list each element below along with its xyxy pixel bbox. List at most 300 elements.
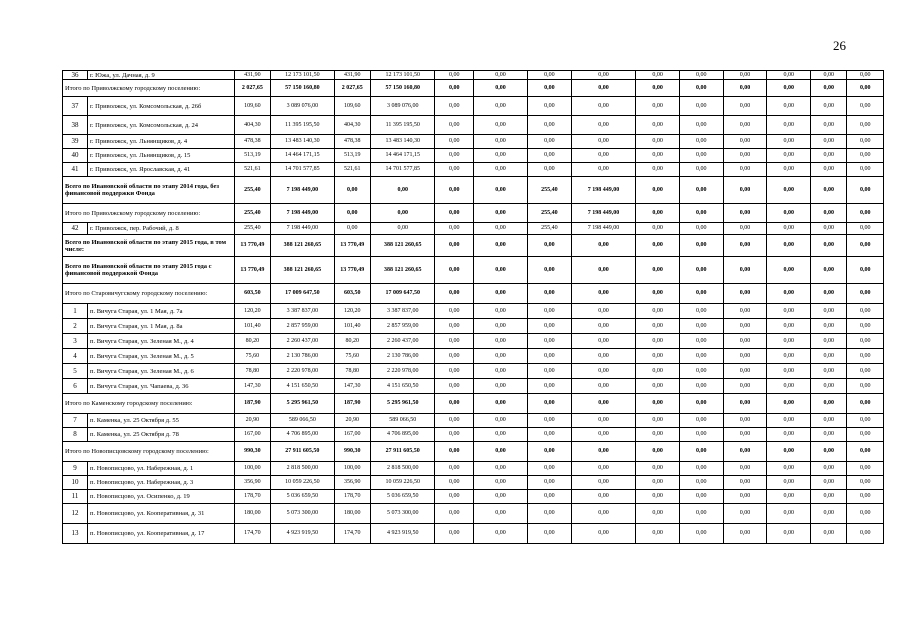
- address-cell: п. Новописцово, ул. Набережная, д. 1: [87, 462, 234, 476]
- value-cell: 0,00: [767, 135, 811, 149]
- value-cell: 0,00: [847, 462, 884, 476]
- value-cell: 120,20: [334, 304, 370, 319]
- value-cell: 0,00: [811, 177, 847, 204]
- row-number: 8: [63, 428, 88, 442]
- resettlement-table: [62, 70, 884, 544]
- value-cell: 2 818 500,00: [271, 462, 334, 476]
- value-cell: 0,00: [679, 177, 723, 204]
- value-cell: 2 260 437,00: [370, 334, 435, 349]
- value-cell: 0,00: [636, 80, 680, 97]
- value-cell: 57 150 160,80: [271, 80, 334, 97]
- value-cell: 0,00: [811, 135, 847, 149]
- address-cell: г. Южа, ул. Дачная, д. 9: [87, 71, 234, 80]
- value-cell: 174,70: [334, 524, 370, 544]
- value-cell: 356,90: [334, 476, 370, 490]
- address-cell: п. Вичуга Старая, ул. 1 Мая, д. 7а: [87, 304, 234, 319]
- value-cell: 0,00: [847, 97, 884, 116]
- value-cell: 0,00: [370, 223, 435, 235]
- value-cell: 0,00: [679, 334, 723, 349]
- value-cell: 0,00: [435, 442, 474, 462]
- value-cell: 27 911 605,50: [370, 442, 435, 462]
- value-cell: 0,00: [636, 284, 680, 304]
- value-cell: 78,80: [234, 364, 270, 379]
- value-cell: 0,00: [723, 80, 767, 97]
- value-cell: 255,40: [528, 177, 572, 204]
- address-cell: п. Каменка, ул. 25 Октября д. 55: [87, 414, 234, 428]
- value-cell: 0,00: [571, 414, 636, 428]
- value-cell: 178,70: [234, 490, 270, 504]
- value-cell: 0,00: [473, 235, 527, 257]
- value-cell: 0,00: [528, 442, 572, 462]
- value-cell: 0,00: [811, 379, 847, 394]
- value-cell: 5 073 300,00: [370, 504, 435, 524]
- value-cell: 0,00: [435, 223, 474, 235]
- value-cell: 0,00: [473, 149, 527, 163]
- value-cell: 388 121 260,65: [271, 235, 334, 257]
- value-cell: 0,00: [723, 135, 767, 149]
- address-cell: п. Вичуга Старая, ул. Зеленая М., д. 6: [87, 364, 234, 379]
- row-number: 2: [63, 319, 88, 334]
- value-cell: 0,00: [811, 428, 847, 442]
- value-cell: 0,00: [767, 97, 811, 116]
- value-cell: 0,00: [571, 476, 636, 490]
- value-cell: 0,00: [571, 163, 636, 177]
- value-cell: 0,00: [811, 394, 847, 414]
- value-cell: 0,00: [723, 223, 767, 235]
- address-cell: п. Новописцово, ул. Кооперативная, д. 17: [87, 524, 234, 544]
- value-cell: 13 770,49: [334, 257, 370, 284]
- row-number: 42: [63, 223, 88, 235]
- value-cell: 0,00: [473, 80, 527, 97]
- value-cell: 0,00: [723, 304, 767, 319]
- table-row: [63, 319, 884, 334]
- value-cell: 17 009 647,50: [370, 284, 435, 304]
- value-cell: 14 701 577,85: [271, 163, 334, 177]
- value-cell: 404,30: [234, 116, 270, 135]
- value-cell: 0,00: [679, 349, 723, 364]
- value-cell: 0,00: [528, 257, 572, 284]
- value-cell: 0,00: [473, 135, 527, 149]
- value-cell: 0,00: [571, 334, 636, 349]
- value-cell: 12 173 101,50: [370, 71, 435, 80]
- value-cell: 2 220 978,00: [271, 364, 334, 379]
- value-cell: 0,00: [767, 504, 811, 524]
- value-cell: 0,00: [473, 204, 527, 223]
- table-row: [63, 135, 884, 149]
- subtotal-label: Всего по Ивановской области по этапу 2015 года с финансовой поддержкой Фонда: [63, 257, 235, 284]
- value-cell: 0,00: [679, 235, 723, 257]
- value-cell: 0,00: [528, 462, 572, 476]
- value-cell: 101,40: [234, 319, 270, 334]
- value-cell: 0,00: [723, 177, 767, 204]
- value-cell: 0,00: [473, 524, 527, 544]
- value-cell: 0,00: [723, 428, 767, 442]
- address-cell: г. Приволжск, ул. Комсомольская, д. 26б: [87, 97, 234, 116]
- value-cell: 0,00: [636, 97, 680, 116]
- value-cell: 0,00: [528, 379, 572, 394]
- value-cell: 0,00: [636, 116, 680, 135]
- value-cell: 17 009 647,50: [271, 284, 334, 304]
- value-cell: 431,90: [334, 71, 370, 80]
- value-cell: 0,00: [811, 414, 847, 428]
- value-cell: 0,00: [723, 462, 767, 476]
- value-cell: 0,00: [571, 80, 636, 97]
- value-cell: 187,90: [334, 394, 370, 414]
- value-cell: 0,00: [847, 235, 884, 257]
- value-cell: 0,00: [847, 304, 884, 319]
- value-cell: 167,00: [334, 428, 370, 442]
- value-cell: 3 387 837,00: [271, 304, 334, 319]
- value-cell: 0,00: [435, 364, 474, 379]
- value-cell: 0,00: [636, 428, 680, 442]
- address-cell: п. Каменка, ул. 25 Октября д. 78: [87, 428, 234, 442]
- value-cell: 0,00: [334, 177, 370, 204]
- table-row: [63, 490, 884, 504]
- value-cell: 0,00: [767, 177, 811, 204]
- table-row: [63, 304, 884, 319]
- value-cell: 7 198 449,00: [571, 223, 636, 235]
- value-cell: 5 295 961,50: [370, 394, 435, 414]
- row-number: 39: [63, 135, 88, 149]
- value-cell: 0,00: [528, 524, 572, 544]
- value-cell: 0,00: [435, 116, 474, 135]
- value-cell: 0,00: [370, 204, 435, 223]
- value-cell: 0,00: [435, 476, 474, 490]
- subtotal-row: [63, 257, 884, 284]
- value-cell: 0,00: [636, 135, 680, 149]
- value-cell: 521,61: [234, 163, 270, 177]
- value-cell: 404,30: [334, 116, 370, 135]
- value-cell: 0,00: [473, 304, 527, 319]
- value-cell: 2 130 786,00: [271, 349, 334, 364]
- value-cell: 0,00: [435, 204, 474, 223]
- value-cell: 0,00: [571, 97, 636, 116]
- value-cell: 0,00: [767, 334, 811, 349]
- address-cell: п. Вичуга Старая, ул. Чапаева, д. 36: [87, 379, 234, 394]
- value-cell: 2 818 500,00: [370, 462, 435, 476]
- value-cell: 0,00: [435, 414, 474, 428]
- subtotal-label: Всего по Ивановской области по этапу 2015 года, в том числе:: [63, 235, 235, 257]
- value-cell: 0,00: [571, 304, 636, 319]
- value-cell: 0,00: [473, 349, 527, 364]
- value-cell: 0,00: [571, 442, 636, 462]
- value-cell: 0,00: [847, 334, 884, 349]
- value-cell: 0,00: [767, 462, 811, 476]
- value-cell: 0,00: [767, 80, 811, 97]
- value-cell: 0,00: [473, 364, 527, 379]
- value-cell: 0,00: [528, 71, 572, 80]
- value-cell: 0,00: [847, 414, 884, 428]
- value-cell: 10 059 226,50: [271, 476, 334, 490]
- table-row: [63, 149, 884, 163]
- value-cell: 0,00: [767, 304, 811, 319]
- row-number: 41: [63, 163, 88, 177]
- value-cell: 0,00: [473, 442, 527, 462]
- value-cell: 7 198 449,00: [271, 177, 334, 204]
- value-cell: 11 395 195,50: [271, 116, 334, 135]
- value-cell: 0,00: [679, 163, 723, 177]
- value-cell: 388 121 260,65: [370, 257, 435, 284]
- value-cell: 0,00: [636, 177, 680, 204]
- value-cell: 0,00: [435, 394, 474, 414]
- subtotal-label: Итого по Каменскому городскому поселению:: [63, 394, 235, 414]
- table-row: [63, 414, 884, 428]
- value-cell: 0,00: [636, 490, 680, 504]
- value-cell: 0,00: [571, 235, 636, 257]
- value-cell: 0,00: [473, 379, 527, 394]
- value-cell: 0,00: [679, 71, 723, 80]
- value-cell: 513,19: [234, 149, 270, 163]
- value-cell: 0,00: [473, 97, 527, 116]
- row-number: 36: [63, 71, 88, 80]
- value-cell: 0,00: [767, 394, 811, 414]
- value-cell: 0,00: [811, 524, 847, 544]
- value-cell: 0,00: [435, 135, 474, 149]
- value-cell: 3 387 837,00: [370, 304, 435, 319]
- value-cell: 0,00: [473, 476, 527, 490]
- value-cell: 255,40: [234, 204, 270, 223]
- row-number: 6: [63, 379, 88, 394]
- value-cell: 478,38: [334, 135, 370, 149]
- value-cell: 0,00: [636, 257, 680, 284]
- value-cell: 0,00: [571, 116, 636, 135]
- value-cell: 0,00: [723, 116, 767, 135]
- row-number: 13: [63, 524, 88, 544]
- value-cell: 0,00: [528, 304, 572, 319]
- value-cell: 0,00: [679, 524, 723, 544]
- row-number: 11: [63, 490, 88, 504]
- value-cell: 0,00: [847, 80, 884, 97]
- value-cell: 0,00: [679, 394, 723, 414]
- value-cell: 0,00: [636, 235, 680, 257]
- value-cell: 100,00: [334, 462, 370, 476]
- value-cell: 0,00: [473, 116, 527, 135]
- value-cell: 4 151 650,50: [370, 379, 435, 394]
- value-cell: 0,00: [473, 163, 527, 177]
- page-number: 26: [833, 38, 846, 53]
- value-cell: 0,00: [811, 235, 847, 257]
- value-cell: 0,00: [811, 504, 847, 524]
- value-cell: 0,00: [528, 394, 572, 414]
- value-cell: 0,00: [723, 334, 767, 349]
- value-cell: 0,00: [679, 223, 723, 235]
- value-cell: 0,00: [571, 504, 636, 524]
- table-row: [63, 223, 884, 235]
- value-cell: 0,00: [767, 379, 811, 394]
- value-cell: 180,00: [334, 504, 370, 524]
- value-cell: 0,00: [811, 476, 847, 490]
- address-cell: г. Приволжск, ул. Ярославская, д. 41: [87, 163, 234, 177]
- value-cell: 0,00: [435, 349, 474, 364]
- value-cell: 5 073 300,00: [271, 504, 334, 524]
- table-body: [63, 71, 884, 544]
- value-cell: 0,00: [847, 319, 884, 334]
- value-cell: 0,00: [636, 364, 680, 379]
- address-cell: г. Приволжск, ул. Льнянщиков, д. 15: [87, 149, 234, 163]
- value-cell: 255,40: [234, 223, 270, 235]
- value-cell: 0,00: [679, 135, 723, 149]
- value-cell: 0,00: [723, 71, 767, 80]
- value-cell: 0,00: [473, 334, 527, 349]
- value-cell: 0,00: [636, 163, 680, 177]
- value-cell: 0,00: [723, 163, 767, 177]
- value-cell: 187,90: [234, 394, 270, 414]
- value-cell: 0,00: [473, 177, 527, 204]
- value-cell: 0,00: [636, 223, 680, 235]
- value-cell: 0,00: [435, 149, 474, 163]
- value-cell: 0,00: [435, 490, 474, 504]
- row-number: 4: [63, 349, 88, 364]
- value-cell: 0,00: [571, 135, 636, 149]
- value-cell: 0,00: [473, 462, 527, 476]
- value-cell: 0,00: [435, 462, 474, 476]
- value-cell: 2 220 978,00: [370, 364, 435, 379]
- value-cell: 12 173 101,50: [271, 71, 334, 80]
- row-number: 40: [63, 149, 88, 163]
- value-cell: 0,00: [847, 149, 884, 163]
- value-cell: 513,19: [334, 149, 370, 163]
- table-row: [63, 71, 884, 80]
- value-cell: 478,38: [234, 135, 270, 149]
- value-cell: 14 464 171,15: [370, 149, 435, 163]
- value-cell: 0,00: [473, 319, 527, 334]
- value-cell: 0,00: [435, 177, 474, 204]
- value-cell: 0,00: [473, 257, 527, 284]
- value-cell: 7 198 449,00: [271, 204, 334, 223]
- value-cell: 0,00: [571, 257, 636, 284]
- value-cell: 4 706 895,00: [271, 428, 334, 442]
- value-cell: 0,00: [811, 149, 847, 163]
- value-cell: 75,60: [334, 349, 370, 364]
- value-cell: 0,00: [811, 97, 847, 116]
- value-cell: 0,00: [811, 163, 847, 177]
- address-cell: п. Вичуга Старая, ул. Зеленая М., д. 4: [87, 334, 234, 349]
- value-cell: 0,00: [767, 524, 811, 544]
- value-cell: 0,00: [723, 97, 767, 116]
- value-cell: 0,00: [767, 71, 811, 80]
- value-cell: 0,00: [636, 379, 680, 394]
- value-cell: 0,00: [679, 504, 723, 524]
- value-cell: 0,00: [528, 135, 572, 149]
- value-cell: 0,00: [435, 80, 474, 97]
- address-cell: г. Приволжск, пер. Рабочий, д. 8: [87, 223, 234, 235]
- value-cell: 0,00: [679, 442, 723, 462]
- value-cell: 0,00: [636, 442, 680, 462]
- value-cell: 0,00: [723, 504, 767, 524]
- value-cell: 603,50: [334, 284, 370, 304]
- value-cell: 0,00: [847, 257, 884, 284]
- value-cell: 4 706 895,00: [370, 428, 435, 442]
- value-cell: 0,00: [847, 490, 884, 504]
- value-cell: 0,00: [435, 97, 474, 116]
- value-cell: 0,00: [528, 116, 572, 135]
- value-cell: 0,00: [528, 319, 572, 334]
- value-cell: 2 857 959,00: [370, 319, 435, 334]
- value-cell: 0,00: [847, 135, 884, 149]
- row-number: 5: [63, 364, 88, 379]
- row-number: 12: [63, 504, 88, 524]
- value-cell: 0,00: [473, 223, 527, 235]
- value-cell: 0,00: [679, 80, 723, 97]
- value-cell: 5 295 961,50: [271, 394, 334, 414]
- subtotal-row: [63, 80, 884, 97]
- value-cell: 0,00: [811, 364, 847, 379]
- value-cell: 0,00: [679, 414, 723, 428]
- value-cell: 101,40: [334, 319, 370, 334]
- table-row: [63, 364, 884, 379]
- row-number: 7: [63, 414, 88, 428]
- value-cell: 0,00: [847, 223, 884, 235]
- value-cell: 0,00: [370, 177, 435, 204]
- value-cell: 0,00: [435, 235, 474, 257]
- value-cell: 0,00: [679, 97, 723, 116]
- value-cell: 13 770,49: [334, 235, 370, 257]
- value-cell: 11 395 195,50: [370, 116, 435, 135]
- subtotal-row: [63, 204, 884, 223]
- value-cell: 0,00: [679, 116, 723, 135]
- subtotal-label: Итого по Приволжскому городскому поселению:: [63, 80, 235, 97]
- value-cell: 0,00: [847, 349, 884, 364]
- value-cell: 0,00: [679, 364, 723, 379]
- value-cell: 0,00: [767, 490, 811, 504]
- value-cell: 0,00: [473, 284, 527, 304]
- value-cell: 13 483 140,30: [370, 135, 435, 149]
- subtotal-row: [63, 442, 884, 462]
- value-cell: 0,00: [528, 349, 572, 364]
- value-cell: 0,00: [636, 462, 680, 476]
- value-cell: 109,60: [334, 97, 370, 116]
- value-cell: 13 770,49: [234, 235, 270, 257]
- table-row: [63, 97, 884, 116]
- value-cell: 0,00: [636, 304, 680, 319]
- value-cell: 147,30: [334, 379, 370, 394]
- address-cell: п. Вичуга Старая, ул. Зеленая М., д. 5: [87, 349, 234, 364]
- value-cell: 255,40: [528, 204, 572, 223]
- subtotal-label: Итого по Приволжскому городскому поселению:: [63, 204, 235, 223]
- table-row: [63, 524, 884, 544]
- value-cell: 0,00: [679, 257, 723, 284]
- value-cell: 0,00: [435, 304, 474, 319]
- value-cell: 0,00: [811, 116, 847, 135]
- value-cell: 0,00: [679, 490, 723, 504]
- value-cell: 0,00: [723, 235, 767, 257]
- value-cell: 7 198 449,00: [571, 204, 636, 223]
- value-cell: 0,00: [571, 428, 636, 442]
- value-cell: 0,00: [636, 71, 680, 80]
- value-cell: 0,00: [636, 476, 680, 490]
- value-cell: 0,00: [636, 394, 680, 414]
- value-cell: 0,00: [723, 364, 767, 379]
- value-cell: 0,00: [723, 379, 767, 394]
- value-cell: 0,00: [767, 364, 811, 379]
- value-cell: 0,00: [767, 235, 811, 257]
- value-cell: 10 059 226,50: [370, 476, 435, 490]
- value-cell: 0,00: [847, 71, 884, 80]
- value-cell: 0,00: [847, 379, 884, 394]
- value-cell: 0,00: [528, 490, 572, 504]
- value-cell: 0,00: [636, 204, 680, 223]
- value-cell: 388 121 260,65: [271, 257, 334, 284]
- value-cell: 0,00: [847, 442, 884, 462]
- table-row: [63, 476, 884, 490]
- value-cell: 0,00: [679, 284, 723, 304]
- value-cell: 0,00: [435, 257, 474, 284]
- value-cell: 356,90: [234, 476, 270, 490]
- value-cell: 0,00: [636, 334, 680, 349]
- address-cell: п. Новописцово, ул. Набережная, д. 3: [87, 476, 234, 490]
- value-cell: 0,00: [334, 204, 370, 223]
- value-cell: 180,00: [234, 504, 270, 524]
